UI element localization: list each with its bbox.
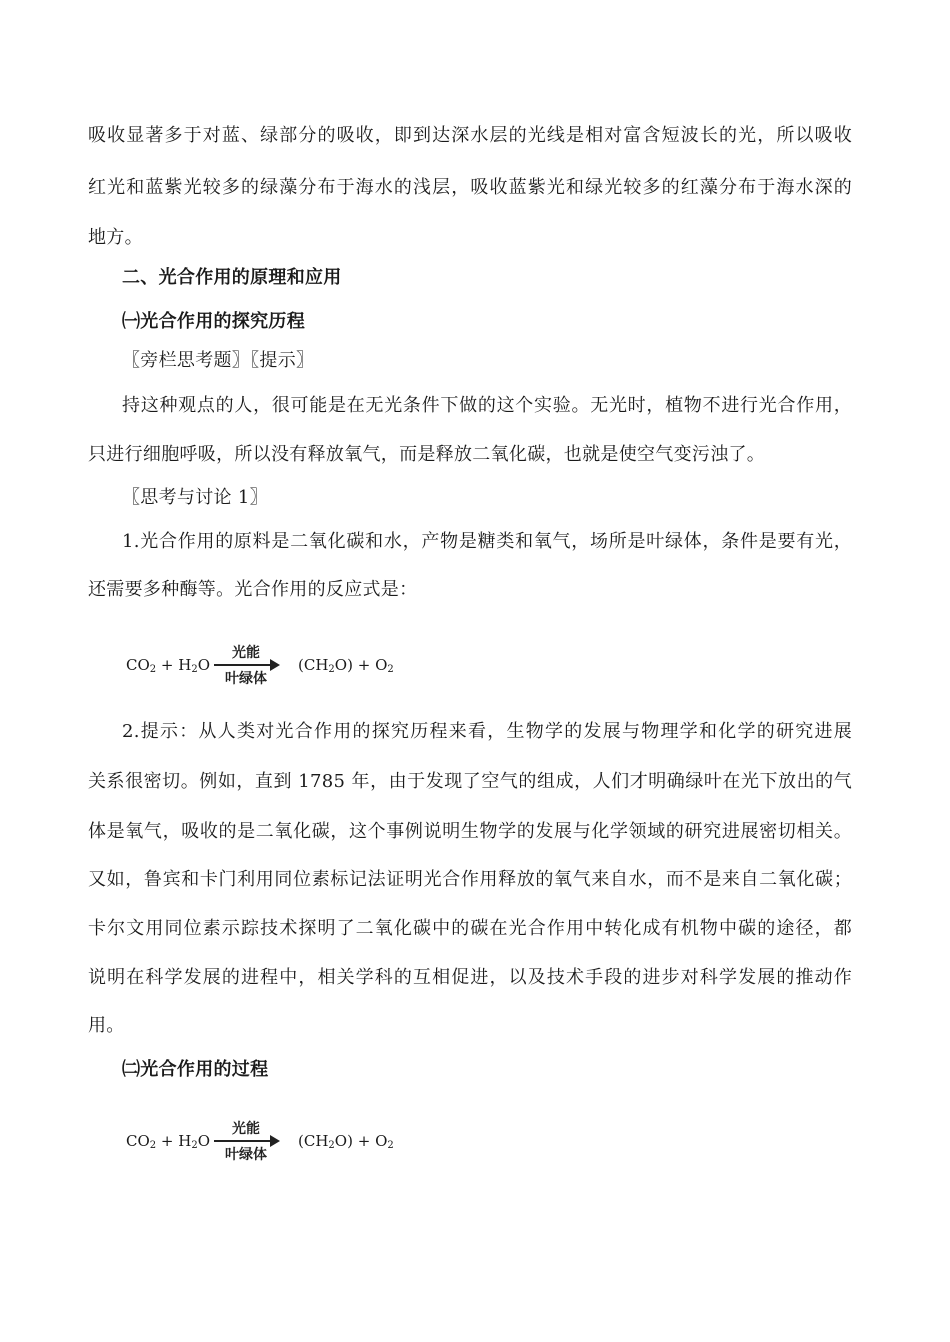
text-line: 1.光合作用的原料是二氧化碳和水，产物是糖类和氧气，场所是叶绿体，条件是要有光， [122,531,852,552]
co2-formula: $CO_2 + H_2O$ [126,1132,211,1151]
reaction-arrow [214,1118,284,1164]
reaction-arrow [214,642,284,688]
text-line: 卡尔文用同位素示踪技术探明了二氧化碳中的碳在光合作用中转化成有机物中碳的途径，都 [88,918,852,939]
arrow-condition-light: 光能 [232,1121,260,1137]
text-line: 2.提示：从人类对光合作用的探究历程来看，生物学的发展与物理学和化学的研究进展 [122,721,852,742]
arrow-condition-chloroplast: 叶绿体 [225,1147,267,1163]
product-formula: $(CH_2O) + O_2$ [298,656,394,675]
section-heading: 二、光合作用的原理和应用 [122,267,342,288]
co2-formula: $CO_2 + H_2O$ [126,656,211,675]
text-line: 说明在科学发展的进程中，相关学科的互相促进，以及技术手段的进步对科学发展的推动作 [88,967,852,988]
text-line: 用。 [88,1015,125,1036]
text-line: 持这种观点的人，很可能是在无光条件下做的这个实验。无光时，植物不进行光合作用， [122,395,852,416]
sidebar-tag: 〖旁栏思考题〗〖提示〗 [122,350,315,371]
reaction-equation [126,642,426,688]
arrow-condition-chloroplast: 叶绿体 [225,671,267,687]
discussion-tag: 〖思考与讨论 1〗 [122,487,268,508]
arrow-condition-light: 光能 [232,645,260,661]
text-line: 地方。 [88,227,143,248]
text-line: 还需要多种酶等。光合作用的反应式是： [88,579,418,600]
text-line: 又如，鲁宾和卡门利用同位素标记法证明光合作用释放的氧气来自水，而不是来自二氧化碳； [88,869,852,890]
text-line: 只进行细胞呼吸，所以没有释放氧气，而是释放二氧化碳，也就是使空气变污浊了。 [88,444,766,465]
product-formula: $(CH_2O) + O_2$ [298,1132,394,1151]
subsection-heading: ㈡光合作用的过程 [122,1059,269,1080]
text-line: 吸收显著多于对蓝、绿部分的吸收，即到达深水层的光线是相对富含短波长的光，所以吸收 [88,125,852,146]
text-line: 关系很密切。例如，直到 1785 年，由于发现了空气的组成，人们才明确绿叶在光下放出的气 [88,771,852,792]
text-line: 体是氧气，吸收的是二氧化碳，这个事例说明生物学的发展与化学领域的研究进展密切相关。 [88,821,852,842]
arrow-line [214,664,272,666]
arrow-line [214,1140,272,1142]
text-line: 红光和蓝紫光较多的绿藻分布于海水的浅层，吸收蓝紫光和绿光较多的红藻分布于海水深的 [88,177,852,198]
reaction-equation [126,1118,426,1164]
subsection-heading: ㈠光合作用的探究历程 [122,311,305,332]
